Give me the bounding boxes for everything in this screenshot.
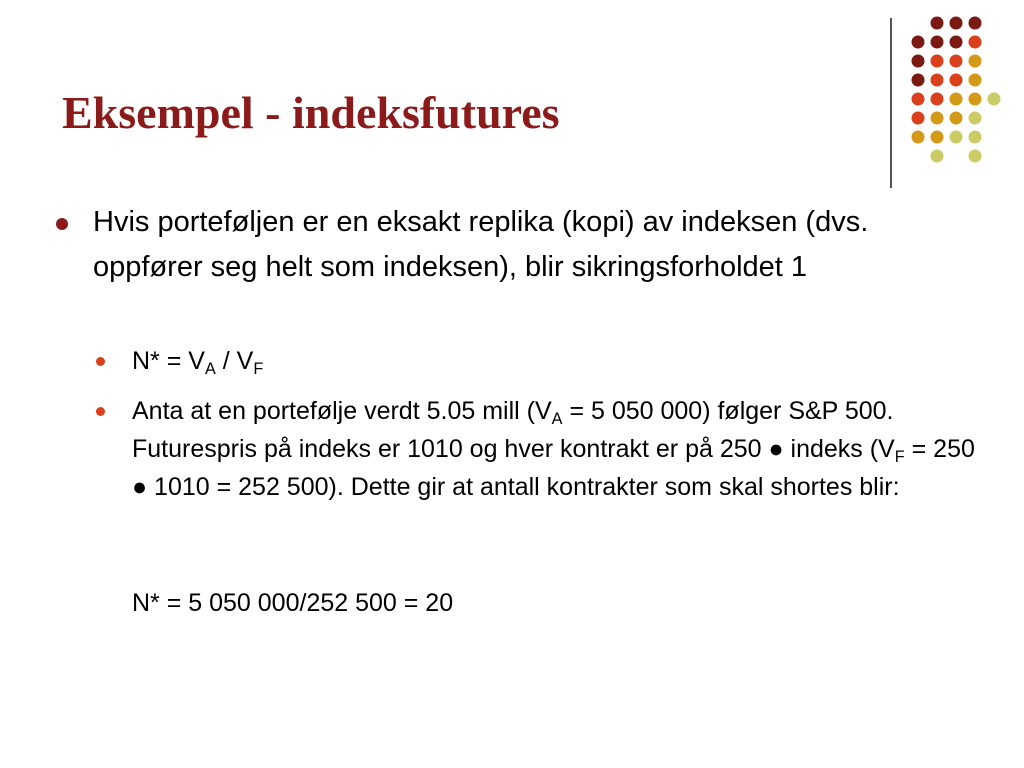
example-part: = 5 050 000) følger S&P 500. Futurespris på indeks er 1010 og hver kontrakt er på 250 ● indeks (V — [132, 397, 895, 463]
formula-part: / V — [215, 347, 254, 375]
subscript-a: A — [204, 359, 216, 378]
subscript-a: A — [551, 409, 563, 428]
bullet-dot-level2 — [96, 357, 105, 366]
bullet-text-level1: Hvis porteføljen er en eksakt replika (kopi) av indeksen (dvs. oppfører seg helt som indeksen), blir sikringsforholdet 1 — [93, 206, 869, 283]
formula-hedge-ratio — [132, 342, 982, 380]
result-formula: N* = 5 050 000/252 500 = 20 — [132, 589, 454, 617]
bullet-dot-level2 — [96, 407, 105, 416]
subscript-f: F — [894, 447, 905, 466]
formula-part: N* = V — [132, 347, 205, 375]
example-part: = 250 ● 1010 = 252 500). Dette gir at antall kontrakter som skal shortes blir: — [132, 435, 975, 501]
example-text — [132, 392, 982, 506]
bullet-dot-level1 — [56, 218, 68, 230]
subscript-f: F — [253, 359, 264, 378]
example-part: Anta at en portefølje verdt 5.05 mill (V — [132, 397, 552, 425]
slide-title: Eksempel - indeksfutures — [62, 87, 560, 138]
